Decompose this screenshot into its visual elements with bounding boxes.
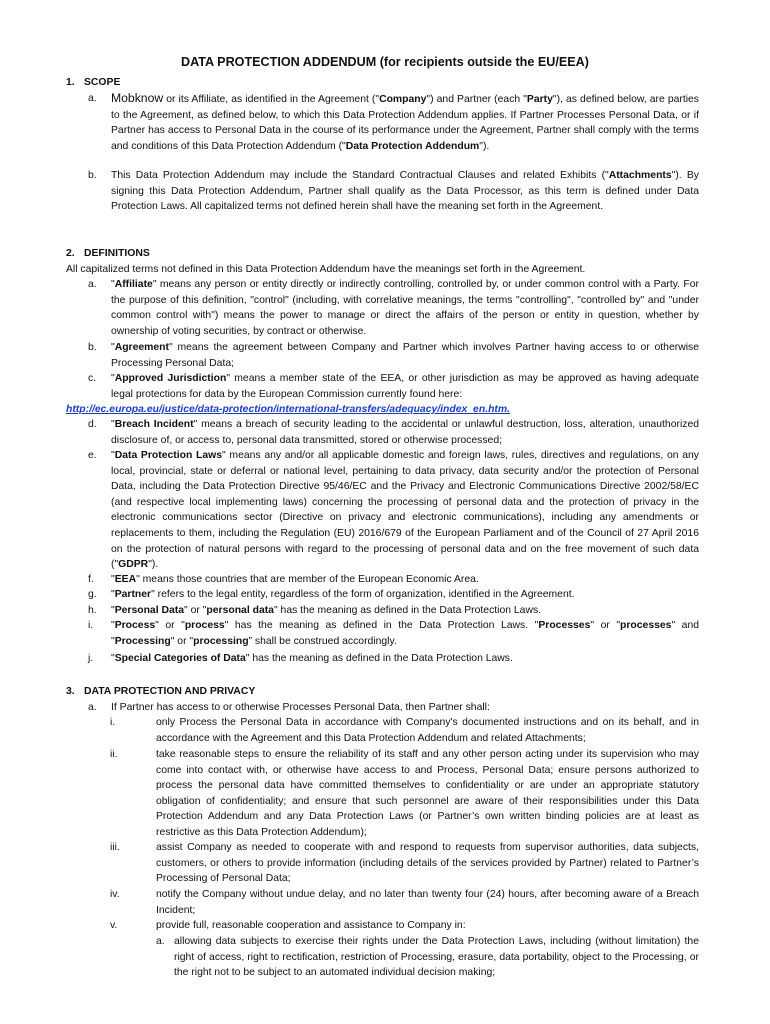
section-1-item-b: b. This Data Protection Addendum may include the Standard Contractual Clauses and related Exhibits ("Attachments"). By signing this Data Protection Addendum, Partner shall qualify as the Data Processor, as this term is defined under Data Protection Laws. All capitalized terms not defined herein shall have the meaning set forth in the Agreement. bbox=[88, 170, 699, 213]
section-3-item-ii: ii. take reasonable steps to ensure the reliability of its staff and any other person acting under its supervision who may come into contact with, or otherwise have access to and Process, Personal Data; ensure persons authorized to process the personal data have committed themselves to confidentiality or are under an appropriate statutory obligation of confidentiality; and ensure that such personnel are aware of their responsibilities under this Data Protection Addendum and any Data Protection Laws (or Partner’s own written binding policies are at least as restrictive as this Data Protection Addendum); bbox=[110, 749, 699, 838]
definition-affiliate: a. "Affiliate" means any person or entity directly or indirectly controlling, controlled by, or under common control with a Party. For the purpose of this definition, "control" (including, with correlative meanings, the terms "controlling", "controlled by" and "under common control with") means the power to manage or direct the affairs of the person or entity in question, whether by ownership of voting securities, by contract or otherwise. bbox=[88, 279, 699, 337]
definition-eea: f. "EEA" means those countries that are member of the European Economic Area. bbox=[88, 574, 479, 585]
section-1-heading: 1. SCOPE bbox=[66, 77, 121, 88]
document-title: DATA PROTECTION ADDENDUM (for recipients outside the EU/EEA) bbox=[181, 55, 589, 69]
section-3-item-iii: iii. assist Company as needed to cooperate with and respond to requests from supervisor authorities, data subjects, customers, or others to provide information (including details of the services provided by Partner) related to Partner’s Processing of Personal Data; bbox=[110, 842, 699, 885]
definition-process: i. "Process" or "process" has the meaning as defined in the Data Protection Laws. "Processes" or "processes" and "Processing" or "processing” shall be construed accordingly. bbox=[88, 620, 700, 647]
section-3-item-v: v. provide full, reasonable cooperation and assistance to Company in: bbox=[110, 920, 466, 931]
section-2-intro: All capitalized terms not defined in this Data Protection Addendum have the meanings set forth in the Agreement. bbox=[66, 264, 586, 275]
definition-agreement: b. "Agreement" means the agreement between Company and Partner which involves Partner having access to or otherwise Processing Personal Data; bbox=[88, 342, 699, 369]
adequacy-link[interactable]: http://ec.europa.eu/justice/data-protection/international-transfers/adequacy/index_en.htm. bbox=[66, 404, 510, 415]
section-1-item-a: a. Mobknow or its Affiliate, as identified in the Agreement ("Company") and Partner (each "Party"), as defined below, are parties to the Agreement, as defined below, to which this Data Protection Addendum applies. If Partner Processes Personal Data, or if Partner has access to Personal Data in the course of its performance under the Agreement, Partner shall comply with the terms and conditions of this Data Protection Addendum ("Data Protection Addendum"). bbox=[88, 91, 700, 152]
section-3-item-iv: iv. notify the Company without undue delay, and no later than twenty four (24) hours, after becoming aware of a Breach Incident; bbox=[110, 889, 699, 916]
definition-approved-jurisdiction: c. "Approved Jurisdiction" means a member state of the EEA, or other jurisdiction as may be approved as having adequate legal protections for data by the European Commission currently found here: bbox=[88, 373, 699, 400]
definition-personal-data: h. "Personal Data" or "personal data" has the meaning as defined in the Data Protection Laws. bbox=[88, 605, 542, 616]
section-3-heading: 3. DATA PROTECTION AND PRIVACY bbox=[66, 686, 256, 697]
definition-data-protection-laws: e. "Data Protection Laws" means any and/or all applicable domestic and foreign laws, rules, directives and regulations, on any local, provincial, state or deferral or national level, pertaining to data privacy, data security and/or the protection of Personal Data, including the Data Protection Directive 95/46/EC and the Privacy and Electronic Communications Directive 2002/58/EC (and respective local implementing laws) concerning the processing of personal data and the protection of privacy in the electronic communications sector (Directive on privacy and electronic communications), including any amendments or replacements to them, including the Regulation (EU) 2016/679 of the European Parliament and of the Council of 27 April 2016 on the protection of natural persons with regard to the processing of personal data and on the free movement of such data ("GDPR"). bbox=[88, 450, 699, 571]
definition-partner: g. "Partner" refers to the legal entity, regardless of the form of organization, identified in the Agreement. bbox=[88, 589, 575, 600]
section-3-item-a: a. If Partner has access to or otherwise Processes Personal Data, then Partner shall: bbox=[88, 702, 490, 713]
section-3-item-v-a: a. allowing data subjects to exercise their rights under the Data Protection Laws, including (without limitation) the right of access, right to rectification, restriction of Processing, erasure, data portability, object to the Processing, or the right not to be subject to an automated individual decision making; bbox=[156, 936, 699, 979]
section-3-item-i: i. only Process the Personal Data in accordance with Company's documented instructions and on its behalf, and in accordance with the Agreement and this Data Protection Addendum and related Attachments; bbox=[110, 717, 699, 744]
section-2-heading: 2. DEFINITIONS bbox=[66, 248, 150, 259]
definition-special-categories: j. "Special Categories of Data" has the meaning as defined in the Data Protection Laws. bbox=[88, 653, 513, 664]
definition-breach-incident: d. "Breach Incident" means a breach of security leading to the accidental or unlawful destruction, loss, alteration, unauthorized disclosure of, or access to, personal data transmitted, stored or otherwise processed; bbox=[88, 419, 699, 446]
company-name: Mobknow bbox=[111, 91, 164, 105]
